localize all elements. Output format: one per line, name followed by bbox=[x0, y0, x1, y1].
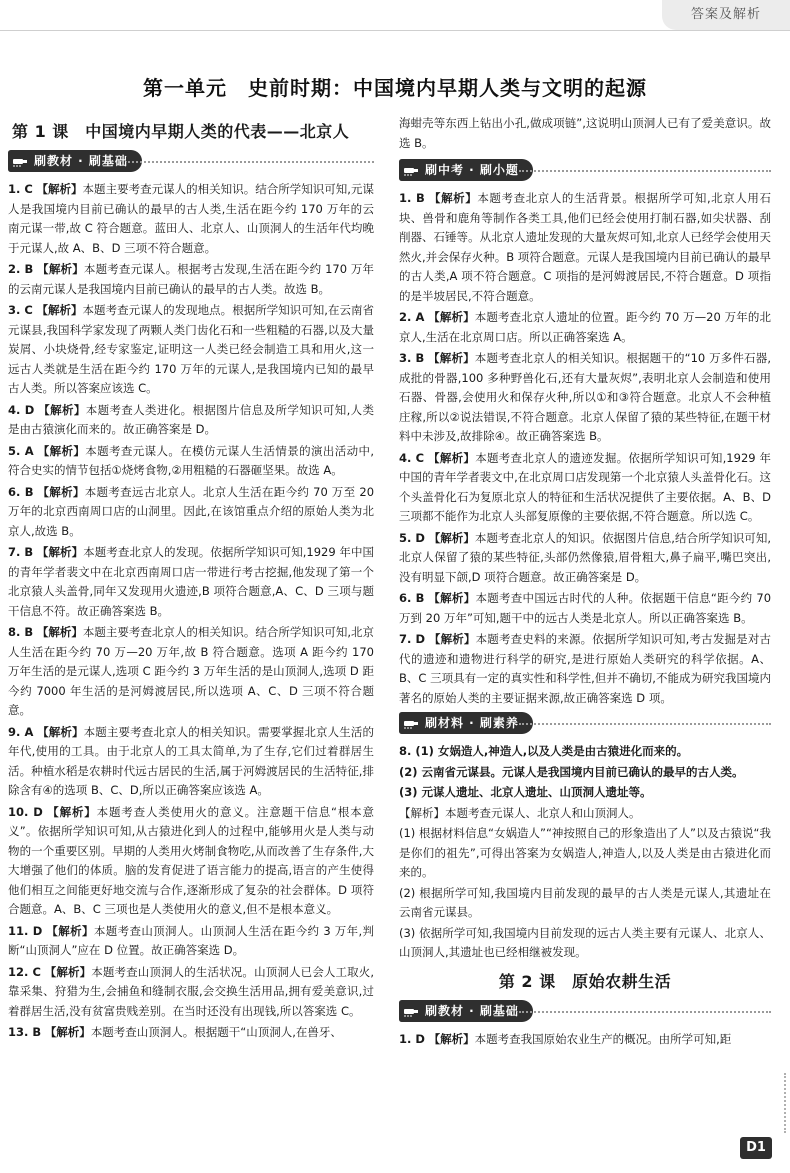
banner-cailiao bbox=[399, 712, 771, 734]
banner-jiaocai-2 bbox=[399, 1000, 771, 1022]
answer-item: 3. C 【解析】本题考查元谋人的发现地点。根据所学知识可知,在云南省元谋县,我国科学家发现了两颗人类门齿化石和一些粗糙的石器,以及大量炭屑、小块烧骨,经专家鉴定,证明这一人类已经会制造工具和用火,这一远古人类就是生活在距今约 170 万年的元谋人,是我国境内已知的最早古人类。所以答案应该选 C。 bbox=[8, 303, 374, 395]
right-column bbox=[399, 114, 771, 1051]
header-rule bbox=[0, 30, 790, 31]
answer-section-tab: 答案及解析 bbox=[662, 0, 790, 30]
corner-decoration bbox=[776, 1073, 786, 1133]
answer-item: 1. B 【解析】本题考查北京人的生活背景。根据所学可知,北京人用石块、兽骨和鹿角等制作各类工具,他们已经会使用打制石器,如尖状器、刮削器、石锤等。从北京人遗址发现的大量灰烬可知,北京人已经学会使用天然火,并会保存火种。B 项符合题意。元谋人是我国境内目前已确认的最早的古人类,A 项不符合题意。C 项指的是河姆渡居民,不符合题意。D 项指的是半坡居民,不符合题意。 bbox=[399, 191, 772, 303]
answer-item: 3. B 【解析】本题考查北京人的相关知识。根据题干的“10 万多件石器,成批的骨器,100 多种野兽化石,还有大量灰烬”,表明北京人会制造和使用石器、骨器,会使用火和保存火种,所以①和③符合题意。北京人不会种植庄稼,所以②说法错误,不符合题意。北京人保留了猿的某些特征,在题干材料中未涉及,故排除④。故正确答案选 B。 bbox=[399, 351, 772, 443]
answer-item: 9. A 【解析】本题主要考查北京人的相关知识。需要掌握北京人生活的年代,使用的工具。由于北京人的工具太简单,为了生存,它们过着群居生活。种植水稻是农耕时代远古居民的生活,属于河姆渡居民的生活特征,排除含有④的选项 B、C、D,所以正确答案应该选 A。 bbox=[8, 724, 375, 797]
page-number: D1 bbox=[740, 1137, 772, 1159]
answer-item: 10. D 【解析】本题考查人类使用火的意义。注意题干信息“根本意义”。依据所学知识可知,从古猿进化到人的过程中,能够用火是人类与动物的一个重要区别。早期的人类用火烤制食物吃,从而改善了生存条件,大大增强了他们的体质。脑的发育促进了语言能力的提高,语言的产生使得他们相互之间能更好地交流与合作,逐渐形成了复杂的社会群体。D 项符合题意。A、B、C 三项也是人类使用火的意义,但不是根本意义。 bbox=[8, 804, 375, 916]
banner-label: 刷中考 · 刷小题 bbox=[425, 163, 519, 177]
q8-analysis-head: 【解析】本题考查元谋人、北京人和山顶洞人。 bbox=[399, 805, 641, 820]
left-column bbox=[8, 117, 374, 1045]
answer-item: 6. B 【解析】本题考查远古北京人。北京人生活在距今约 70 万至 20 万年的北京西南周口店的山洞里。因此,在该馆重点介绍的原始人类为北京人,故选 B。 bbox=[8, 484, 375, 538]
q8-answer: 8. (1) 女娲造人,神造人,以及人类是由古猿进化而来的。 bbox=[399, 744, 689, 758]
answer-item: 2. B 【解析】本题考查元谋人。根据考古发现,生活在距今约 170 万年的云南元谋人是我国境内目前已确认的最早的古人类。故选 B。 bbox=[8, 262, 375, 296]
banner-label: 刷教材 · 刷基础 bbox=[425, 1003, 519, 1018]
lesson-1-title: 第 1 课 中国境内早期人类的代表——北京人 bbox=[12, 122, 350, 141]
material-question-8 bbox=[399, 742, 771, 963]
unit-title: 第一单元 史前时期：中国境内早期人类与文明的起源 bbox=[143, 76, 647, 100]
q8-analysis: (2) 根据所学可知,我国境内目前发现的最早的古人类是元谋人,其遗址在云南省元谋县。 bbox=[399, 885, 771, 919]
q8-answer: (3) 元谋人遗址、北京人遗址、山顶洞人遗址等。 bbox=[399, 785, 652, 799]
lesson-2-title: 第 2 课 原始农耕生活 bbox=[498, 971, 672, 991]
answer-item: 5. A 【解析】本题考查元谋人。在模仿元谋人生活情景的演出活动中,符合史实的情节包括①烧烤食物,②用粗糙的石器砸坚果。故选 A。 bbox=[8, 443, 375, 477]
answer-item: 4. D 【解析】本题考查人类进化。根据图片信息及所学知识可知,人类是由古猿演化而来的。故正确答案是 D。 bbox=[8, 402, 374, 436]
answer-item: 7. B 【解析】本题考查北京人的发现。依据所学知识可知,1929 年中国的青年学者裴文中在北京西南周口店一带进行考古挖掘,他发现了第一个北京猿人头盖骨,同年又发现用火遗迹,B 项符合题意,A、C、D 三项与题干信息不符。故正确答案选 B。 bbox=[8, 545, 375, 618]
q8-answer: (2) 云南省元谋县。元谋人是我国境内目前已确认的最早的古人类。 bbox=[399, 764, 744, 779]
brush-icon bbox=[403, 163, 419, 177]
answer-item: 1. D 【解析】本题考查我国原始农业生产的概况。由所学可知,距 bbox=[399, 1031, 732, 1046]
answer-item: 1. C 【解析】本题主要考查元谋人的相关知识。结合所学知识可知,元谋人是我国境内目前已确认的最早的古人类,生活在距今约 170 万年的云南元谋一带,故 C 符合题意。蓝田人、北京人、山顶洞人的生活年代均晚于元谋人,故 A、B、D 三项不符合题意。 bbox=[8, 182, 374, 255]
continued-text: 海蚶壳等东西上钻出小孔,做成项链”,这说明山顶洞人已有了爱美意识。故选 B。 bbox=[399, 116, 771, 150]
brush-icon bbox=[12, 154, 28, 168]
answer-item: 4. C 【解析】本题考查北京人的遗迹发掘。依据所学知识可知,1929 年中国的青年学者裴文中,在北京周口店发现第一个北京猿人头盖骨化石。这个头盖骨化石为复原北京人的特征和生活状况提供了主要依据。A、B、D 三项都不能作为北京人头部复原像的主要依据,不符合题意。所以选 C。 bbox=[399, 450, 772, 523]
answer-item: 13. B 【解析】本题考查山顶洞人。根据题干“山顶洞人,在兽牙、 bbox=[8, 1025, 342, 1039]
banner-jiaocai bbox=[8, 150, 374, 172]
answer-item: 8. B 【解析】本题主要考查北京人的相关知识。结合所学知识可知,北京人生活在距今约 70 万—20 万年,故 B 符合题意。选项 A 距今约 170 万年生活的是元谋人,选项 C 距今约 3 万年生活的是山顶洞人,选项 D 距今约 7000 年生活的是河姆渡居民,所以选项 A、C、D 三项不符合题意。 bbox=[8, 625, 375, 717]
answer-item: 6. B 【解析】本题考查中国远古时代的人种。依据题干信息“距今约 70 万到 20 万年”可知,题干中的远古人类是北京人。所以正确答案选 B。 bbox=[399, 591, 772, 625]
answer-item: 12. C 【解析】本题考查山顶洞人的生活状况。山顶洞人已会人工取火,靠采集、狩猎为生,会捕鱼和缝制衣服,会交换生活用品,拥有爱美意识,过着群居生活,没有贫富贵贱差别。在当时还没有出现钱,所以答案选 C。 bbox=[8, 964, 375, 1018]
banner-zhongkao bbox=[399, 159, 771, 181]
brush-icon bbox=[403, 1004, 419, 1018]
answer-item: 5. D 【解析】本题考查北京人的知识。依据图片信息,结合所学知识可知,北京人保留了猿的某些特征,头部仍然像猿,眉骨粗大,鼻子扁平,嘴巴突出,没有明显下颌,D 项符合题意。故正确答案是 D。 bbox=[399, 530, 772, 584]
answer-item: 7. D 【解析】本题考查史料的来源。依据所学知识可知,考古发掘是对古代的遗迹和遗物进行科学的研究,是进行原始人类研究的科学依据。A、B、C 三项具有一定的真实性和科学性,但并不确切,不能成为研究我国境内著名的原始人类的主要证据来源,故正确答案选 D 项。 bbox=[399, 632, 772, 705]
brush-icon bbox=[403, 716, 419, 730]
answer-item: 11. D 【解析】本题考查山顶洞人。山顶洞人生活在距今约 3 万年,判断“山顶洞人”应在 D 位置。故正确答案选 D。 bbox=[8, 923, 375, 957]
banner-label: 刷材料 · 刷素养 bbox=[425, 716, 519, 730]
left-answer-list bbox=[8, 180, 374, 1043]
q8-analysis: (1) 根据材料信息“女娲造人”“神按照自己的形象造出了人”以及古猿说“我是你们的祖先”,可得出答案为女娲造人,神造人,以及人类是由古猿进化而来的。 bbox=[399, 826, 771, 879]
right-answer-list bbox=[399, 189, 771, 708]
answer-item: 2. A 【解析】本题考查北京人遗址的位置。距今约 70 万—20 万年的北京人,生活在北京周口店。所以正确答案选 A。 bbox=[399, 310, 772, 344]
banner-label: 刷教材 · 刷基础 bbox=[34, 154, 128, 168]
q8-analysis: (3) 依据所学可知,我国境内目前发现的远古人类主要有元谋人、北京人、山顶洞人,其遗址也已经相继被发现。 bbox=[399, 925, 771, 959]
